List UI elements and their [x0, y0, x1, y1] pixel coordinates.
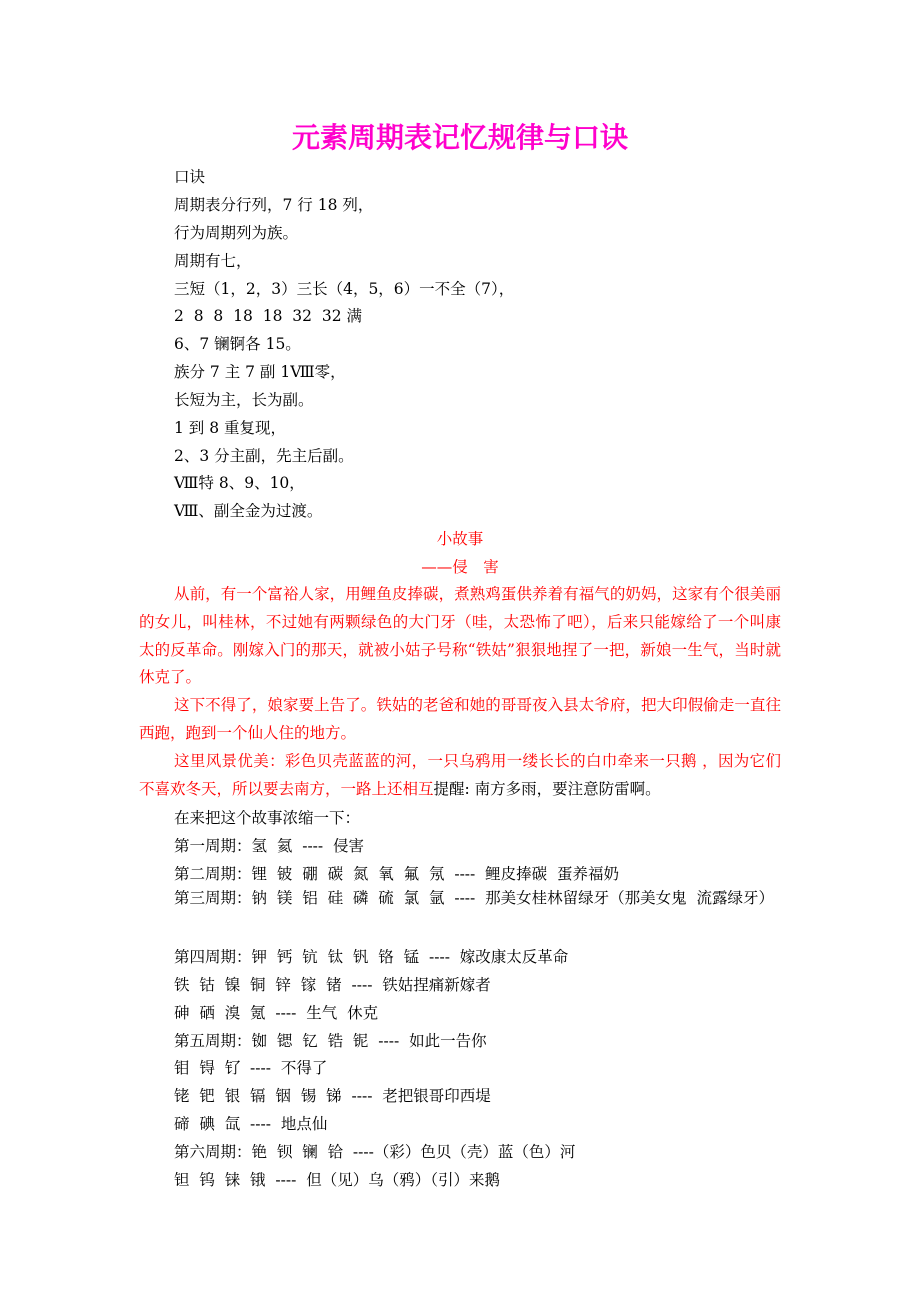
story-paragraph — [139, 748, 781, 804]
story-heading: 小故事 — [436, 530, 484, 548]
koujue-line: 2 8 8 18 18 32 32 满 — [174, 307, 363, 325]
story-paragraph: 从前，有一个富裕人家，用鲤鱼皮捧碳，煮熟鸡蛋供养着有福气的奶妈，这家有个很美丽的女儿，叫桂林，不过她有两颗绿色的大门牙（哇，太恐怖了吧），后来只能嫁给了一个叫康太的反革命。刚嫁入门的那天，就被小姑子号称“铁姑”狠狠地捏了一把，新娘一生气，当时就休克了。 — [139, 585, 781, 687]
summary-line: 铁 钴 镍 铜 锌 镓 锗 ---- 铁姑捏痛新嫁者 — [174, 976, 491, 994]
summary-line: 第六周期：铯 钡 镧 铪 ----（彩）色贝（壳）蓝（色）河 — [174, 1143, 576, 1161]
summary-line: 第四周期：钾 钙 钪 钛 钒 铬 锰 ---- 嫁改康太反革命 — [174, 948, 569, 966]
koujue-line: 1 到 8 重复现， — [174, 419, 287, 437]
page-title: 元素周期表记忆规律与口诀 — [291, 121, 628, 154]
summary-line: 碲 碘 氙 ---- 地点仙 — [174, 1115, 328, 1133]
summary-line: 铑 钯 银 镉 铟 锡 锑 ---- 老把银哥印西堤 — [174, 1087, 491, 1105]
koujue-line: 长短为主，长为副。 — [174, 391, 314, 409]
summary-line: 第一周期：氢 氦 ---- 侵害 — [174, 837, 365, 855]
summary-line: 钼 锝 钌 ---- 不得了 — [174, 1059, 328, 1077]
koujue-line: 周期有七， — [174, 252, 252, 270]
story-paragraph-red: 这里风景优美：彩色贝壳蓝蓝的河，一只乌鸦用一缕长长的白巾牵来一只鹅 ，因为它们不喜欢冬天，所以要去南方，一路上还相互 — [139, 752, 781, 798]
koujue-line: 6、7 镧锕各 15。 — [174, 335, 301, 353]
summary-line: 砷 硒 溴 氪 ---- 生气 休克 — [174, 1004, 379, 1022]
koujue-line: Ⅷ特 8、9、10， — [174, 474, 305, 492]
summary-period-3: 第三周期：钠 镁 铝 硅 磷 硫 氯 氩 ---- 那美女桂林留绿牙（那美女鬼 流露绿牙） — [174, 889, 774, 907]
story-paragraph-black: 提醒: 南方多雨，要注意防雷啊。 — [433, 779, 661, 798]
story-paragraph: 这下不得了，娘家要上告了。铁姑的老爸和她的哥哥夜入县太爷府，把大印假偷走一直往西跑，跑到一个仙人住的地方。 — [139, 696, 781, 742]
koujue-line: 族分 7 主 7 副 1Ⅷ零， — [174, 363, 346, 381]
summary-line: 钽 钨 铼 锇 ---- 但（见）乌（鸦）（引）来鹅 — [174, 1171, 500, 1189]
koujue-heading: 口诀 — [174, 168, 206, 186]
koujue-line: Ⅷ、副全金为过渡。 — [174, 502, 323, 520]
koujue-line: 周期表分行列，7 行 18 列， — [174, 196, 374, 214]
koujue-line: 2、3 分主副，先主后副。 — [174, 447, 354, 465]
summary-line: 第二周期：锂 铍 硼 碳 氮 氧 氟 氖 ---- 鲤皮捧碳 蛋养福奶 — [174, 865, 619, 883]
koujue-line: 三短（1，2，3）三长（4，5，6）一不全（7）， — [174, 280, 515, 298]
koujue-line: 行为周期列为族。 — [174, 224, 299, 242]
summary-line: 第五周期：铷 锶 钇 锆 铌 ---- 如此一告你 — [174, 1032, 487, 1050]
story-subheading: ——侵 害 — [421, 558, 499, 576]
summary-intro: 在来把这个故事浓缩一下： — [174, 809, 361, 827]
